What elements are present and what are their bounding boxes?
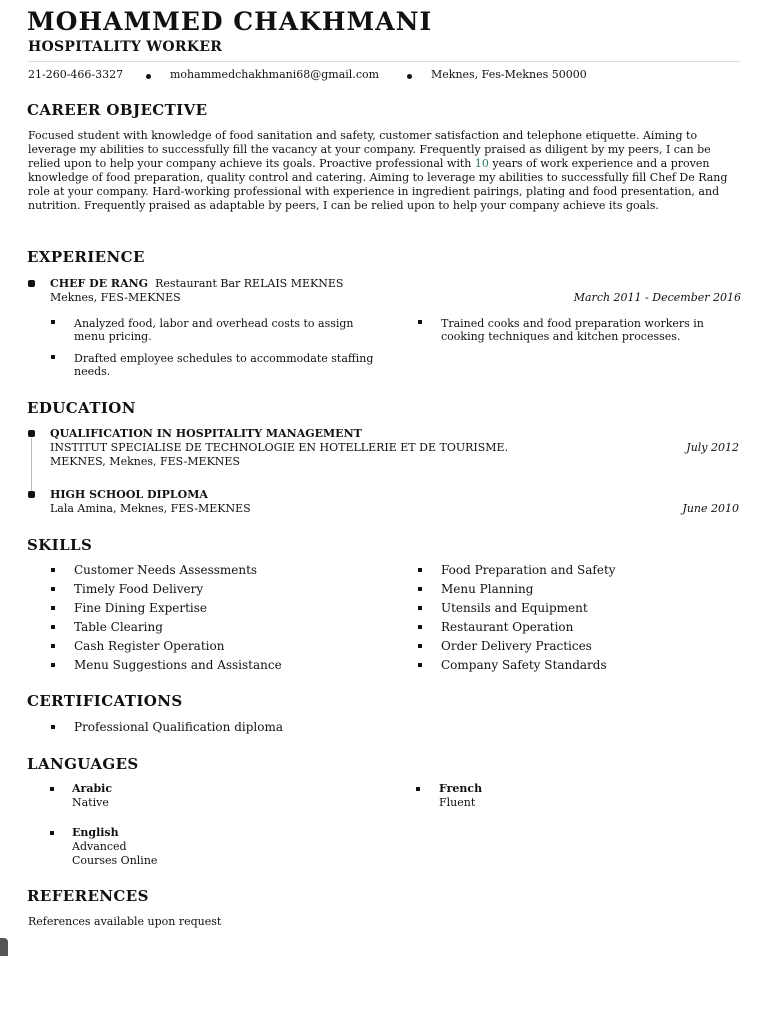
bullet	[51, 606, 55, 610]
candidate-name: MOHAMMED CHAKHMANI	[27, 7, 433, 36]
certification-item: Professional Qualification diploma	[74, 720, 283, 734]
certifications-heading: CERTIFICATIONS	[27, 692, 183, 710]
references-heading: REFERENCES	[27, 887, 149, 905]
experience-heading: EXPERIENCE	[27, 248, 145, 266]
job-dates: March 2011 - December 2016	[573, 291, 741, 304]
objective-text-part: years of work experience and a proven knowledge of food preparation, quality control and catering. Aiming to leverage my abilities to successfully fill Chef De Rang role at your company. Hard-working professional with experience in ingredient pairings, plating and food presentation, and nutrition. Frequently praised as adaptable by peers, I can be relied upon to help your company achieve its goals.	[28, 157, 728, 212]
timeline-marker	[28, 280, 35, 287]
phone-number: 21-260-466-3327	[28, 68, 124, 81]
skill-item: Timely Food Delivery	[74, 582, 204, 596]
bullet	[418, 587, 422, 591]
degree: HIGH SCHOOL DIPLOMA	[50, 488, 208, 501]
job-bullet: Drafted employee schedules to accommodate staffing needs.	[74, 352, 374, 378]
job-entry-title	[50, 277, 343, 291]
timeline-marker	[28, 430, 35, 437]
language-note: Courses Online	[72, 854, 158, 867]
bullet	[418, 320, 422, 324]
skills-heading: SKILLS	[27, 536, 93, 554]
language-level: Advanced	[72, 840, 127, 853]
bullet	[418, 644, 422, 648]
career-objective-text	[28, 129, 740, 213]
language-name: Arabic	[72, 782, 113, 795]
skill-item: Food Preparation and Safety	[441, 563, 616, 577]
language-level: Fluent	[439, 796, 476, 809]
page-corner-marker	[0, 938, 8, 956]
skill-item: Utensils and Equipment	[441, 601, 588, 615]
bullet	[51, 320, 55, 324]
timeline-line	[31, 438, 32, 496]
degree: QUALIFICATION IN HOSPITALITY MANAGEMENT	[50, 427, 362, 440]
skill-item: Menu Suggestions and Assistance	[74, 658, 282, 672]
school: INSTITUT SPECIALISE DE TECHNOLOGIE EN HOTELLERIE ET DE TOURISME.	[50, 441, 509, 454]
education-heading: EDUCATION	[27, 399, 136, 417]
bullet	[418, 625, 422, 629]
bullet	[416, 787, 420, 791]
email-address: mohammedchakhmani68@gmail.com	[170, 68, 380, 81]
education-date: June 2010	[682, 502, 739, 515]
job-position: CHEF DE RANG	[50, 277, 149, 290]
skill-item: Order Delivery Practices	[441, 639, 592, 653]
school: Lala Amina, Meknes, FES-MEKNES	[50, 502, 251, 515]
bullet	[51, 355, 55, 359]
language-name: French	[439, 782, 483, 795]
location: Meknes, Fes-Meknes 50000	[431, 68, 587, 81]
job-location: Meknes, FES-MEKNES	[50, 291, 181, 304]
bullet	[51, 587, 55, 591]
career-objective-heading: CAREER OBJECTIVE	[27, 101, 208, 119]
bullet	[418, 568, 422, 572]
employer: Restaurant Bar RELAIS MEKNES	[155, 277, 344, 290]
skill-item: Fine Dining Expertise	[74, 601, 208, 615]
objective-highlight: 10	[474, 157, 489, 170]
skill-item: Table Clearing	[74, 620, 163, 634]
skill-item: Company Safety Standards	[441, 658, 607, 672]
job-bullet: Trained cooks and food preparation workers in cooking techniques and kitchen processes.	[441, 317, 704, 343]
job-title: HOSPITALITY WORKER	[28, 39, 223, 55]
education-date: July 2012	[686, 441, 739, 454]
language-level: Native	[72, 796, 109, 809]
timeline-marker	[28, 491, 35, 498]
bullet	[51, 625, 55, 629]
bullet	[51, 568, 55, 572]
separator-dot	[407, 74, 412, 79]
skill-item: Cash Register Operation	[74, 639, 225, 653]
bullet	[50, 831, 54, 835]
bullet	[418, 663, 422, 667]
skill-item: Restaurant Operation	[441, 620, 574, 634]
skill-item: Menu Planning	[441, 582, 534, 596]
bullet	[50, 787, 54, 791]
objective-text-part: Focused student with knowledge of food sanitation and safety, customer satisfaction and telephone etiquette. Aiming to leverage my abilities to successfully fill the vacancy at your company. Frequently praised as diligent by my peers, I can be relied upon to help your company achieve its goals. Proactive professional with	[28, 129, 711, 170]
skill-item: Customer Needs Assessments	[74, 563, 258, 577]
languages-heading: LANGUAGES	[27, 755, 139, 773]
job-bullet: Analyzed food, labor and overhead costs to assign menu pricing.	[74, 317, 354, 343]
separator-dot	[146, 74, 151, 79]
bullet	[51, 644, 55, 648]
school-location: MEKNES, Meknes, FES-MEKNES	[50, 455, 240, 468]
bullet	[418, 606, 422, 610]
references-text: References available upon request	[28, 915, 222, 928]
header-divider	[28, 61, 740, 62]
language-name: English	[72, 826, 119, 839]
bullet	[51, 663, 55, 667]
bullet	[51, 725, 55, 729]
